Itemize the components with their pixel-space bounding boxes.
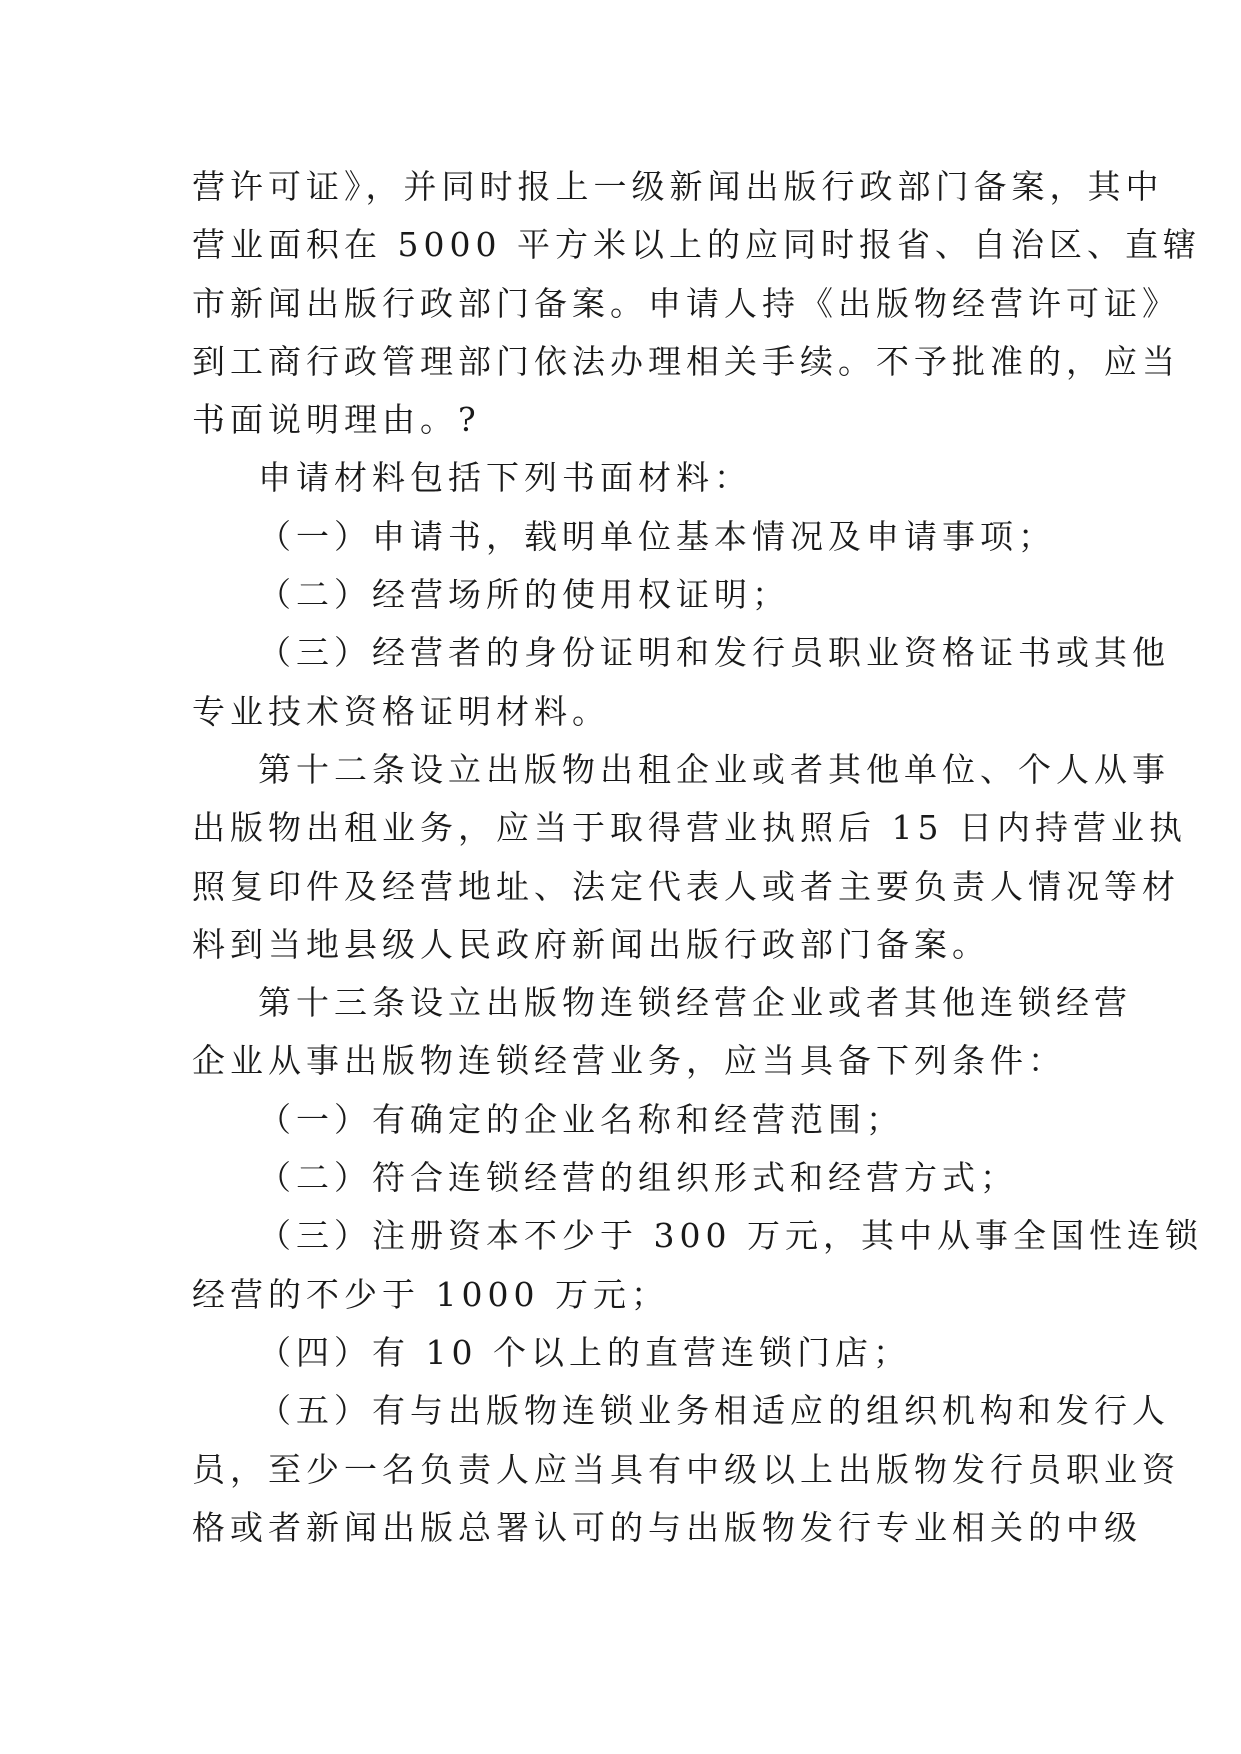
text-line: （三）注册资本不少于 300 万元，其中从事全国性连锁 bbox=[258, 1216, 1203, 1256]
text-line: （二）符合连锁经营的组织形式和经营方式； bbox=[258, 1158, 1018, 1198]
text-line: （四）有 10 个以上的直营连锁门店； bbox=[258, 1332, 911, 1372]
text-line: 第十二条设立出版物出租企业或者其他单位、个人从事 bbox=[258, 749, 1170, 789]
text-line: （五）有与出版物连锁业务相适应的组织机构和发行人 bbox=[258, 1391, 1170, 1431]
text-line: 企业从事出版物连锁经营业务，应当具备下列条件： bbox=[192, 1041, 1066, 1081]
text-line: 专业技术资格证明材料。 bbox=[192, 691, 610, 731]
text-line: 员，至少一名负责人应当具有中级以上出版物发行员职业资 bbox=[192, 1449, 1180, 1489]
document-body bbox=[192, 158, 1203, 1557]
text-line: （二）经营场所的使用权证明； bbox=[258, 575, 790, 615]
text-line: 书面说明理由。? bbox=[192, 400, 481, 440]
text-line: 第十三条设立出版物连锁经营企业或者其他连锁经营 bbox=[258, 983, 1132, 1023]
text-line: （一）有确定的企业名称和经营范围； bbox=[258, 1099, 904, 1139]
text-line: 格或者新闻出版总署认可的与出版物发行专业相关的中级 bbox=[192, 1507, 1142, 1547]
text-line: 营许可证》，并同时报上一级新闻出版行政部门备案，其中 bbox=[192, 167, 1164, 206]
text-line: 营业面积在 5000 平方米以上的应同时报省、自治区、直辖 bbox=[192, 225, 1201, 265]
text-line: 经营的不少于 1000 万元； bbox=[192, 1274, 669, 1314]
text-line: 出版物出租业务，应当于取得营业执照后 15 日内持营业执 bbox=[192, 808, 1187, 848]
text-line: 到工商行政管理部门依法办理相关手续。不予批准的，应当 bbox=[192, 341, 1180, 381]
text-line: 市新闻出版行政部门备案。申请人持《出版物经营许可证》 bbox=[192, 283, 1180, 323]
text-line: （三）经营者的身份证明和发行员职业资格证书或其他 bbox=[258, 633, 1170, 673]
text-line: （一）申请书，载明单位基本情况及申请事项； bbox=[258, 516, 1056, 556]
text-line: 料到当地县级人民政府新闻出版行政部门备案。 bbox=[192, 924, 990, 964]
text-line: 申请材料包括下列书面材料： bbox=[258, 458, 752, 498]
text-line: 照复印件及经营地址、法定代表人或者主要负责人情况等材 bbox=[192, 866, 1180, 906]
